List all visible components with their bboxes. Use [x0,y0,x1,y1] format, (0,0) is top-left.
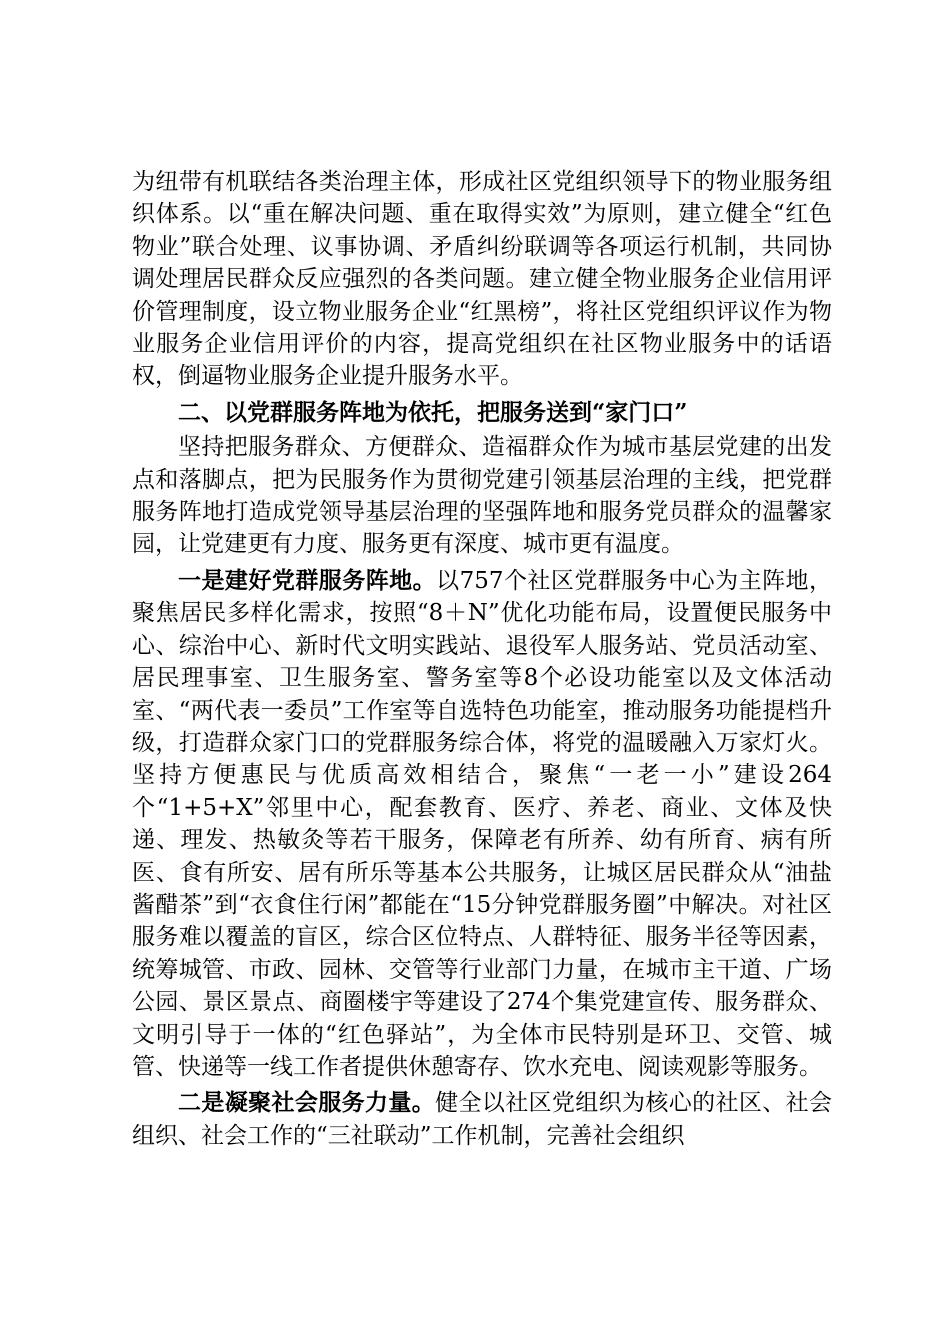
lead-phrase-2: 二是凝聚社会服务力量。 [178,1089,436,1117]
section-heading-2: 二、以党群服务阵地为依托，把服务送到“家门口” [178,398,688,426]
paragraph-service-positions [132,565,832,1084]
paragraph-property-service: 为纽带有机联结各类治理主体，形成社区党组织领导下的物业服务组织体系。以“重在解决问题、重在取得实效”为原则，建立健全“红色物业”联合处理、议事协调、矛盾纠纷联调等各项运行机制，共同协调处理居民群众反应强烈的各类问题。建立健全物业服务企业信用评价管理制度，设立物业服务企业“红黑榜”，将社区党组织评议作为物业服务企业信用评价的内容，提高党组织在社区物业服务中的话语权，倒逼物业服务企业提升服务水平。 [132,169,832,390]
lead-phrase-1: 一是建好党群服务阵地。 [178,566,437,594]
paragraph-body-2: 健全以社区党组织为核心的社区、社会组织、社会工作的“三社联动”工作机制，完善社会组织 [132,1090,833,1149]
paragraph-social-forces [132,1087,832,1152]
document-page [132,166,832,1152]
paragraph-service-intro: 坚持把服务群众、方便群众、造福群众作为城市基层党建的出发点和落脚点，把为民服务作为贯彻党建引领基层治理的主线，把党群服务阵地打造成党领导基层治理的坚强阵地和服务党员群众的温馨家园，让党建更有力度、服务更有深度、城市更有温度。 [132,434,832,558]
paragraph-body-1: 以757个社区党群服务中心为主阵地，聚焦居民多样化需求，按照“8＋N”优化功能布局，设置便民服务中心、综治中心、新时代文明实践站、退役军人服务站、党员活动室、居民理事室、卫生服务室、警务室等8个必设功能室以及文体活动室、“两代表一委员”工作室等自选特色功能室，推动服务功能提档升级，打造群众家门口的党群服务综合体，将党的温暖融入万家灯火。坚持方便惠民与优质高效相结合，聚焦“一老一小”建设264个“1+5+X”邻里中心，配套教育、医疗、养老、商业、文体及快递、理发、热敏灸等若干服务，保障老有所养、幼有所育、病有所医、食有所安、居有所乐等基本公共服务，让城区居民群众从“油盐酱醋茶”到“衣食住行闲”都能在“15分钟党群服务圈”中解决。对社区服务难以覆盖的盲区，综合区位特点、人群特征、服务半径等因素，统筹城管、市政、园林、交管等行业部门力量，在城市主干道、广场公园、景区景点、商圈楼宇等建设了274个集党建宣传、服务群众、文明引导于一体的“红色驿站”，为全体市民特别是环卫、交管、城管、快递等一线工作者提供休憩寄存、饮水充电、阅读观影等服务。 [132,567,833,1080]
